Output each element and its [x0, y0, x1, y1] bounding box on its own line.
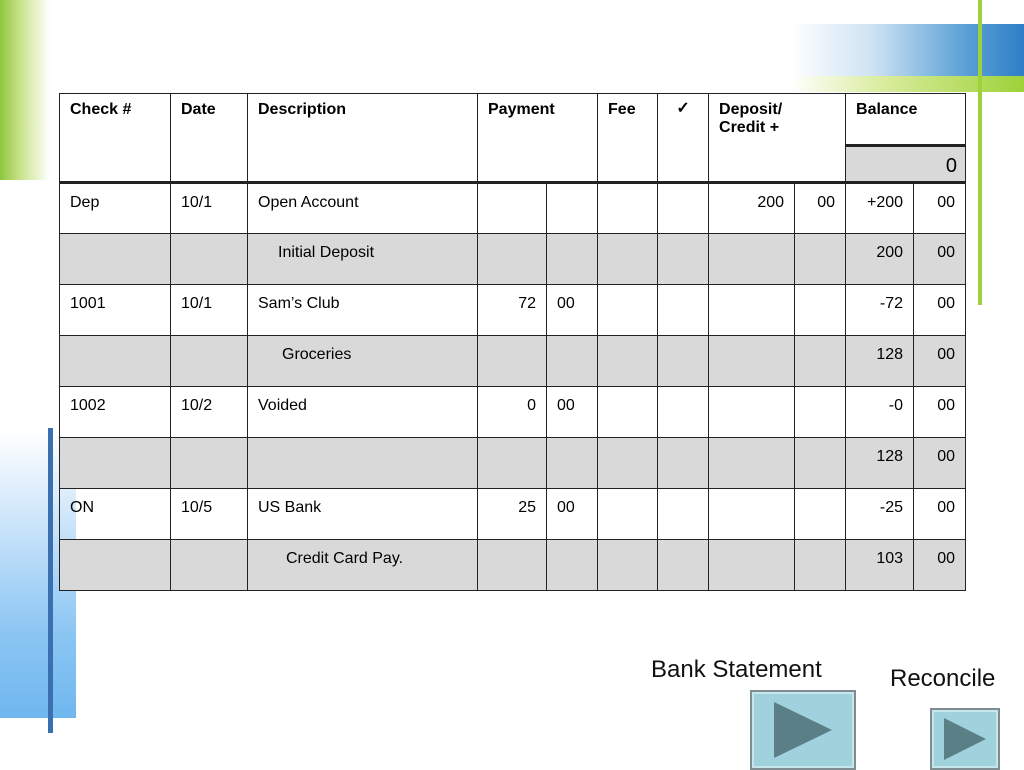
- cell-check-number: [60, 234, 171, 285]
- cell-date: 10/1: [171, 183, 248, 234]
- cell-check-number: 1001: [60, 285, 171, 336]
- cell-fee: [598, 438, 658, 489]
- cell-check: [658, 387, 709, 438]
- cell-description: Credit Card Pay.: [248, 540, 478, 591]
- cell-deposit-cents: [795, 489, 846, 540]
- cell-payment-dollars: 72: [478, 285, 547, 336]
- cell-fee: [598, 183, 658, 234]
- header-description: Description: [248, 94, 478, 183]
- cell-deposit-cents: [795, 387, 846, 438]
- cell-check: [658, 234, 709, 285]
- table-row: [60, 285, 966, 336]
- cell-payment-cents: 00: [547, 387, 598, 438]
- cell-payment-dollars: [478, 336, 547, 387]
- cell-check-number: [60, 336, 171, 387]
- checkmark-icon: ✓: [658, 94, 709, 183]
- cell-balance-cents: 00: [914, 387, 966, 438]
- cell-balance-cents: 00: [914, 438, 966, 489]
- cell-fee: [598, 387, 658, 438]
- cell-balance-dollars: 128: [846, 438, 914, 489]
- cell-deposit-dollars: 200: [709, 183, 795, 234]
- cell-deposit-cents: [795, 438, 846, 489]
- cell-date: 10/1: [171, 285, 248, 336]
- decor-blue-vertical-line: [48, 428, 53, 733]
- cell-balance-dollars: 200: [846, 234, 914, 285]
- cell-balance-dollars: -0: [846, 387, 914, 438]
- table-row: [60, 183, 966, 234]
- cell-description: Voided: [248, 387, 478, 438]
- cell-balance-dollars: +200: [846, 183, 914, 234]
- cell-check-number: Dep: [60, 183, 171, 234]
- cell-description: Groceries: [248, 336, 478, 387]
- header-payment: Payment: [478, 94, 598, 183]
- reconcile-label: Reconcile: [890, 665, 996, 692]
- cell-balance-cents: 00: [914, 540, 966, 591]
- cell-check-number: ON: [60, 489, 171, 540]
- cell-deposit-cents: [795, 336, 846, 387]
- cell-deposit-cents: [795, 540, 846, 591]
- cell-deposit-dollars: [709, 285, 795, 336]
- cell-balance-cents: 00: [914, 336, 966, 387]
- cell-deposit-dollars: [709, 438, 795, 489]
- cell-balance-dollars: -72: [846, 285, 914, 336]
- cell-payment-cents: [547, 234, 598, 285]
- cell-date: [171, 234, 248, 285]
- cell-fee: [598, 540, 658, 591]
- cell-check: [658, 540, 709, 591]
- check-register-table: [59, 93, 966, 591]
- cell-payment-dollars: [478, 234, 547, 285]
- cell-deposit-dollars: [709, 387, 795, 438]
- cell-deposit-cents: 00: [795, 183, 846, 234]
- cell-payment-cents: [547, 183, 598, 234]
- cell-check-number: 1002: [60, 387, 171, 438]
- cell-deposit-dollars: [709, 336, 795, 387]
- cell-payment-dollars: [478, 438, 547, 489]
- cell-date: 10/5: [171, 489, 248, 540]
- reconcile-button[interactable]: [930, 708, 1000, 770]
- cell-description: Initial Deposit: [248, 234, 478, 285]
- cell-date: [171, 540, 248, 591]
- cell-deposit-cents: [795, 234, 846, 285]
- header-fee: Fee: [598, 94, 658, 183]
- cell-check: [658, 285, 709, 336]
- play-arrow-icon: [932, 710, 998, 768]
- cell-payment-cents: [547, 438, 598, 489]
- header-check-number: Check #: [60, 94, 171, 183]
- cell-description: Open Account: [248, 183, 478, 234]
- cell-fee: [598, 336, 658, 387]
- cell-payment-cents: 00: [547, 285, 598, 336]
- cell-payment-cents: [547, 336, 598, 387]
- table-row: [60, 489, 966, 540]
- cell-fee: [598, 489, 658, 540]
- table-row: [60, 387, 966, 438]
- cell-fee: [598, 285, 658, 336]
- cell-check: [658, 336, 709, 387]
- cell-check: [658, 489, 709, 540]
- cell-payment-cents: 00: [547, 489, 598, 540]
- cell-balance-dollars: -25: [846, 489, 914, 540]
- cell-check: [658, 183, 709, 234]
- decor-green-vertical-line: [978, 0, 982, 305]
- opening-balance: 0: [846, 146, 966, 183]
- cell-payment-dollars: 0: [478, 387, 547, 438]
- header-deposit-line2: Credit +: [719, 119, 780, 136]
- cell-check: [658, 438, 709, 489]
- cell-payment-dollars: [478, 540, 547, 591]
- header-date: Date: [171, 94, 248, 183]
- cell-check-number: [60, 438, 171, 489]
- cell-description: [248, 438, 478, 489]
- bank-statement-label: Bank Statement: [651, 656, 822, 683]
- decor-green-gradient: [0, 0, 50, 180]
- cell-date: [171, 336, 248, 387]
- cell-check-number: [60, 540, 171, 591]
- cell-description: Sam’s Club: [248, 285, 478, 336]
- header-deposit-credit: [709, 94, 846, 183]
- cell-deposit-cents: [795, 285, 846, 336]
- decor-green-strip: [790, 76, 1024, 92]
- cell-balance-cents: 00: [914, 489, 966, 540]
- cell-payment-dollars: 25: [478, 489, 547, 540]
- cell-deposit-dollars: [709, 540, 795, 591]
- cell-payment-dollars: [478, 183, 547, 234]
- cell-balance-dollars: 103: [846, 540, 914, 591]
- cell-payment-cents: [547, 540, 598, 591]
- table-row: [60, 336, 966, 387]
- table-row: [60, 234, 966, 285]
- play-arrow-icon: [752, 692, 854, 768]
- table-row: [60, 438, 966, 489]
- cell-balance-cents: 00: [914, 285, 966, 336]
- decor-blue-gradient-bar: [790, 24, 1024, 76]
- cell-deposit-dollars: [709, 489, 795, 540]
- cell-description: US Bank: [248, 489, 478, 540]
- cell-balance-cents: 00: [914, 234, 966, 285]
- header-deposit-line1: Deposit/: [719, 101, 783, 118]
- cell-balance-dollars: 128: [846, 336, 914, 387]
- cell-balance-cents: 00: [914, 183, 966, 234]
- cell-date: 10/2: [171, 387, 248, 438]
- table-row: [60, 540, 966, 591]
- cell-fee: [598, 234, 658, 285]
- bank-statement-button[interactable]: [750, 690, 856, 770]
- header-balance: Balance: [846, 94, 966, 146]
- cell-date: [171, 438, 248, 489]
- cell-deposit-dollars: [709, 234, 795, 285]
